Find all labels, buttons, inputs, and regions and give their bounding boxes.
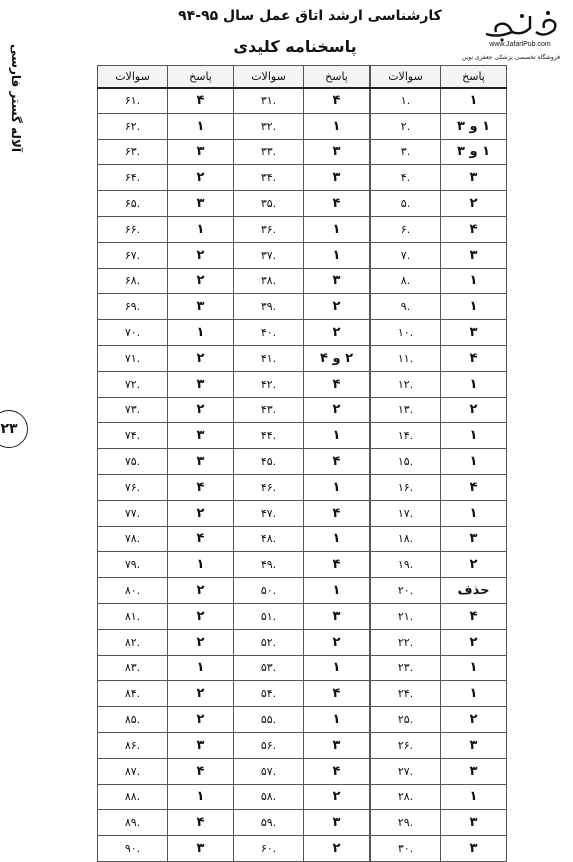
question-number-cell: .۱۱ — [371, 345, 441, 371]
answer-cell: ۳ — [304, 268, 370, 294]
table-row — [371, 88, 507, 114]
question-number-cell: .۱۸ — [371, 526, 441, 552]
answer-cell: ۳ — [168, 191, 234, 217]
question-number-cell: .۶۸ — [98, 268, 168, 294]
table-row — [371, 629, 507, 655]
answer-cell: ۱ — [441, 449, 507, 475]
answer-cell: ۴ — [168, 474, 234, 500]
page-number: ۲۳ — [0, 410, 28, 448]
answer-cell: ۲ — [168, 345, 234, 371]
page-subtitle: پاسخنامه کلیدی — [233, 37, 357, 56]
answer-cell: ۴ — [304, 500, 370, 526]
question-number-cell: .۲۱ — [371, 603, 441, 629]
answer-cell: ۲ — [441, 552, 507, 578]
table-row — [371, 242, 507, 268]
table-row — [371, 113, 507, 139]
answer-cell: ۱ — [441, 784, 507, 810]
table-row — [234, 320, 370, 346]
question-number-cell: .۴۹ — [234, 552, 304, 578]
question-number-cell: .۵۲ — [234, 629, 304, 655]
answer-cell: ۱ و ۳ — [441, 139, 507, 165]
answer-cell: ۲ — [168, 681, 234, 707]
question-number-cell: .۶۷ — [98, 242, 168, 268]
table-row — [98, 603, 234, 629]
table-row — [371, 165, 507, 191]
table-row — [98, 423, 234, 449]
question-number-cell: .۸۶ — [98, 732, 168, 758]
answer-cell: ۱ — [168, 216, 234, 242]
answer-cell: ۳ — [441, 526, 507, 552]
table-row — [234, 268, 370, 294]
answer-cell: ۱ — [441, 423, 507, 449]
table-row — [371, 707, 507, 733]
question-number-cell: .۶۶ — [98, 216, 168, 242]
table-row — [98, 294, 234, 320]
table-row — [234, 345, 370, 371]
question-number-cell: .۵۸ — [234, 784, 304, 810]
answer-cell: ۱ — [441, 500, 507, 526]
answer-cell: ۳ — [168, 423, 234, 449]
question-number-cell: .۶۲ — [98, 113, 168, 139]
answer-cell: ۲ — [441, 629, 507, 655]
question-number-cell: .۷۱ — [98, 345, 168, 371]
question-number-cell: .۶۴ — [98, 165, 168, 191]
answer-cell: ۱ — [168, 655, 234, 681]
table-row — [234, 655, 370, 681]
table-row — [234, 732, 370, 758]
table-row — [371, 784, 507, 810]
answer-cell: ۱ — [441, 294, 507, 320]
table-row — [234, 242, 370, 268]
table-row — [371, 216, 507, 242]
question-number-cell: .۵ — [371, 191, 441, 217]
question-number-cell: .۶۳ — [98, 139, 168, 165]
question-number-cell: .۴۴ — [234, 423, 304, 449]
question-number-cell: .۶۱ — [98, 88, 168, 114]
answer-cell: ۳ — [304, 139, 370, 165]
table-row — [98, 784, 234, 810]
question-number-cell: .۵۱ — [234, 603, 304, 629]
table-row — [234, 500, 370, 526]
table-row — [234, 810, 370, 836]
answer-cell: ۴ — [304, 552, 370, 578]
question-number-cell: .۴۰ — [234, 320, 304, 346]
table-row — [371, 474, 507, 500]
table-row — [98, 655, 234, 681]
answer-cell: ۱ — [441, 268, 507, 294]
table-row — [98, 552, 234, 578]
question-number-cell: .۲ — [371, 113, 441, 139]
question-number-cell: .۸۷ — [98, 758, 168, 784]
question-number-cell: .۴۸ — [234, 526, 304, 552]
publisher-logo[interactable] — [462, 8, 568, 64]
table-row — [371, 449, 507, 475]
question-number-cell: .۴۳ — [234, 397, 304, 423]
table-row — [98, 268, 234, 294]
question-number-cell: .۸ — [371, 268, 441, 294]
question-number-cell: .۴ — [371, 165, 441, 191]
answer-cell: ۲ — [168, 707, 234, 733]
question-number-cell: .۴۱ — [234, 345, 304, 371]
answer-cell: ۲ — [168, 397, 234, 423]
table-row — [98, 345, 234, 371]
question-number-cell: .۲۴ — [371, 681, 441, 707]
question-number-cell: .۵۵ — [234, 707, 304, 733]
question-number-cell: .۳۵ — [234, 191, 304, 217]
question-number-cell: .۷۸ — [98, 526, 168, 552]
question-number-cell: .۲۳ — [371, 655, 441, 681]
question-number-cell: .۳ — [371, 139, 441, 165]
answer-header: پاسخ — [441, 66, 507, 88]
side-spine — [0, 0, 28, 768]
publisher-url[interactable]: www.JafariPub.com — [489, 41, 551, 48]
question-number-cell: .۵۴ — [234, 681, 304, 707]
table-row — [98, 139, 234, 165]
question-header: سوالات — [98, 66, 168, 88]
question-number-cell: .۱۶ — [371, 474, 441, 500]
answer-cell: ۲ — [304, 784, 370, 810]
question-number-cell: .۱ — [371, 88, 441, 114]
question-number-cell: .۸۵ — [98, 707, 168, 733]
answer-cell: ۳ — [441, 242, 507, 268]
answer-cell: ۲ — [304, 397, 370, 423]
answer-cell: ۳ — [304, 732, 370, 758]
table-row — [371, 191, 507, 217]
answer-cell: ۳ — [441, 320, 507, 346]
answer-table-61-90 — [97, 65, 234, 862]
answer-cell: ۲ — [168, 268, 234, 294]
question-number-cell: .۷۳ — [98, 397, 168, 423]
question-number-cell: .۲۰ — [371, 578, 441, 604]
table-row — [234, 758, 370, 784]
table-row — [371, 836, 507, 862]
publisher-shop-name: فروشگاه تخصصی پزشکی جعفری نوین — [462, 54, 560, 61]
table-row — [234, 784, 370, 810]
table-row — [234, 707, 370, 733]
table-row — [234, 139, 370, 165]
table-row — [371, 526, 507, 552]
table-row — [371, 655, 507, 681]
question-number-cell: .۵۳ — [234, 655, 304, 681]
table-row — [98, 758, 234, 784]
question-number-cell: .۷۴ — [98, 423, 168, 449]
table-row — [234, 526, 370, 552]
table-row — [371, 552, 507, 578]
answer-cell: ۴ — [304, 191, 370, 217]
question-number-cell: .۸۸ — [98, 784, 168, 810]
answer-cell: ۲ — [168, 500, 234, 526]
table-row — [98, 449, 234, 475]
answer-cell: ۲ و ۴ — [304, 345, 370, 371]
question-number-cell: .۲۸ — [371, 784, 441, 810]
table-row — [98, 191, 234, 217]
table-row — [371, 603, 507, 629]
answer-cell: ۱ و ۳ — [441, 113, 507, 139]
answer-table-31-60 — [233, 65, 370, 862]
answer-cell: ۱ — [304, 242, 370, 268]
answer-cell: ۲ — [168, 629, 234, 655]
question-number-cell: .۸۱ — [98, 603, 168, 629]
question-number-cell: .۱۲ — [371, 371, 441, 397]
answer-cell: ۳ — [441, 732, 507, 758]
table-row — [371, 732, 507, 758]
answer-cell: ۳ — [304, 165, 370, 191]
question-number-cell: .۳۷ — [234, 242, 304, 268]
question-number-cell: .۱۵ — [371, 449, 441, 475]
table-row — [234, 552, 370, 578]
question-number-cell: .۱۰ — [371, 320, 441, 346]
table-row — [371, 268, 507, 294]
table-row — [371, 294, 507, 320]
question-number-cell: .۶۰ — [234, 836, 304, 862]
question-number-cell: .۶۹ — [98, 294, 168, 320]
answer-cell: ۴ — [304, 681, 370, 707]
table-row — [371, 320, 507, 346]
answer-cell: ۱ — [304, 707, 370, 733]
question-number-cell: .۶ — [371, 216, 441, 242]
question-number-cell: .۴۵ — [234, 449, 304, 475]
spine-title: آلاله گستر فارسی — [9, 44, 23, 152]
question-number-cell: .۳۱ — [234, 88, 304, 114]
question-number-cell: .۲۹ — [371, 810, 441, 836]
question-number-cell: .۳۸ — [234, 268, 304, 294]
table-row — [98, 629, 234, 655]
table-row — [98, 810, 234, 836]
table-row — [98, 732, 234, 758]
answer-cell: ۳ — [441, 836, 507, 862]
publisher-logo-icon — [478, 8, 562, 42]
answer-cell: حذف — [441, 578, 507, 604]
table-row — [98, 397, 234, 423]
table-row — [371, 139, 507, 165]
page-title: کارشناسی ارشد اتاق عمل سال ۹۵-۹۴ — [178, 8, 442, 24]
answer-cell: ۳ — [304, 810, 370, 836]
table-row — [98, 707, 234, 733]
table-row — [371, 397, 507, 423]
answer-cell: ۳ — [168, 139, 234, 165]
question-number-cell: .۹ — [371, 294, 441, 320]
question-number-cell: .۷۰ — [98, 320, 168, 346]
question-number-cell: .۲۶ — [371, 732, 441, 758]
table-row — [371, 500, 507, 526]
answer-table-1-30 — [370, 65, 507, 862]
answer-cell: ۲ — [441, 707, 507, 733]
question-number-cell: .۴۲ — [234, 371, 304, 397]
table-row — [371, 345, 507, 371]
table-row — [98, 320, 234, 346]
question-number-cell: .۵۰ — [234, 578, 304, 604]
question-number-cell: .۳۴ — [234, 165, 304, 191]
table-row — [371, 681, 507, 707]
answer-cell: ۱ — [304, 113, 370, 139]
question-number-cell: .۸۲ — [98, 629, 168, 655]
answer-cell: ۲ — [304, 836, 370, 862]
answer-cell: ۲ — [168, 242, 234, 268]
table-row — [98, 578, 234, 604]
answer-cell: ۲ — [304, 294, 370, 320]
answer-cell: ۲ — [304, 629, 370, 655]
table-row — [234, 88, 370, 114]
question-header: سوالات — [371, 66, 441, 88]
table-row — [234, 397, 370, 423]
answer-cell: ۴ — [304, 758, 370, 784]
question-number-cell: .۳۹ — [234, 294, 304, 320]
answer-cell: ۱ — [441, 88, 507, 114]
answer-cell: ۴ — [304, 88, 370, 114]
answer-cell: ۲ — [168, 603, 234, 629]
question-number-cell: .۸۳ — [98, 655, 168, 681]
answer-cell: ۱ — [304, 655, 370, 681]
answer-cell: ۱ — [304, 423, 370, 449]
answer-cell: ۳ — [168, 732, 234, 758]
question-number-cell: .۱۹ — [371, 552, 441, 578]
answer-cell: ۴ — [168, 88, 234, 114]
question-number-cell: .۷۵ — [98, 449, 168, 475]
question-number-cell: .۱۷ — [371, 500, 441, 526]
answer-cell: ۳ — [168, 294, 234, 320]
answer-cell: ۱ — [304, 216, 370, 242]
answer-cell: ۴ — [304, 371, 370, 397]
question-number-cell: .۲۵ — [371, 707, 441, 733]
question-number-cell: .۳۲ — [234, 113, 304, 139]
answer-cell: ۲ — [168, 165, 234, 191]
answer-cell: ۱ — [304, 526, 370, 552]
table-row — [98, 474, 234, 500]
answer-cell: ۴ — [441, 345, 507, 371]
answer-cell: ۳ — [168, 449, 234, 475]
answer-cell: ۳ — [441, 810, 507, 836]
question-number-cell: .۷ — [371, 242, 441, 268]
question-number-cell: .۷۷ — [98, 500, 168, 526]
question-number-cell: .۴۶ — [234, 474, 304, 500]
question-number-cell: .۷۹ — [98, 552, 168, 578]
table-row — [98, 371, 234, 397]
table-row — [371, 578, 507, 604]
answer-cell: ۱ — [441, 371, 507, 397]
question-number-cell: .۵۹ — [234, 810, 304, 836]
answer-cell: ۱ — [168, 113, 234, 139]
answer-cell: ۱ — [168, 784, 234, 810]
table-row — [234, 578, 370, 604]
answer-cell: ۴ — [441, 216, 507, 242]
answer-cell: ۱ — [168, 320, 234, 346]
answer-cell: ۱ — [441, 655, 507, 681]
table-row — [98, 526, 234, 552]
answer-cell: ۳ — [168, 371, 234, 397]
question-number-cell: .۸۴ — [98, 681, 168, 707]
answer-cell: ۱ — [168, 552, 234, 578]
table-row — [98, 500, 234, 526]
answer-header: پاسخ — [304, 66, 370, 88]
table-row — [234, 165, 370, 191]
table-row — [98, 681, 234, 707]
question-number-cell: .۲۷ — [371, 758, 441, 784]
question-number-cell: .۲۲ — [371, 629, 441, 655]
question-number-cell: .۵۶ — [234, 732, 304, 758]
table-row — [234, 474, 370, 500]
answer-cell: ۳ — [168, 836, 234, 862]
answer-cell: ۴ — [304, 449, 370, 475]
table-row — [98, 88, 234, 114]
question-number-cell: .۷۶ — [98, 474, 168, 500]
table-row — [234, 191, 370, 217]
table-row — [371, 758, 507, 784]
table-row — [98, 836, 234, 862]
answer-cell: ۲ — [168, 578, 234, 604]
table-row — [234, 629, 370, 655]
answer-header: پاسخ — [168, 66, 234, 88]
answer-cell: ۳ — [441, 165, 507, 191]
table-row — [371, 423, 507, 449]
question-number-cell: .۷۲ — [98, 371, 168, 397]
table-row — [98, 165, 234, 191]
answer-cell: ۲ — [441, 397, 507, 423]
table-row — [98, 113, 234, 139]
table-row — [371, 810, 507, 836]
question-number-cell: .۶۵ — [98, 191, 168, 217]
question-number-cell: .۱۳ — [371, 397, 441, 423]
question-number-cell: .۹۰ — [98, 836, 168, 862]
table-row — [234, 603, 370, 629]
table-row — [234, 371, 370, 397]
table-row — [234, 681, 370, 707]
answer-cell: ۴ — [441, 474, 507, 500]
question-number-cell: .۳۶ — [234, 216, 304, 242]
question-number-cell: .۸۹ — [98, 810, 168, 836]
question-number-cell: .۸۰ — [98, 578, 168, 604]
question-number-cell: .۳۰ — [371, 836, 441, 862]
answer-cell: ۳ — [304, 603, 370, 629]
table-row — [234, 449, 370, 475]
answer-cell: ۱ — [304, 578, 370, 604]
answer-cell: ۲ — [441, 191, 507, 217]
table-row — [234, 113, 370, 139]
question-number-cell: .۳۳ — [234, 139, 304, 165]
table-row — [98, 242, 234, 268]
answer-cell: ۴ — [168, 526, 234, 552]
table-row — [234, 836, 370, 862]
table-row — [98, 216, 234, 242]
question-number-cell: .۵۷ — [234, 758, 304, 784]
table-row — [371, 371, 507, 397]
question-header: سوالات — [234, 66, 304, 88]
table-row — [234, 216, 370, 242]
answer-cell: ۱ — [304, 474, 370, 500]
answer-cell: ۴ — [168, 810, 234, 836]
answer-cell: ۱ — [441, 681, 507, 707]
answer-cell: ۲ — [304, 320, 370, 346]
table-row — [234, 423, 370, 449]
table-row — [234, 294, 370, 320]
answer-cell: ۳ — [441, 758, 507, 784]
answer-cell: ۴ — [441, 603, 507, 629]
question-number-cell: .۱۴ — [371, 423, 441, 449]
question-number-cell: .۴۷ — [234, 500, 304, 526]
answer-cell: ۴ — [168, 758, 234, 784]
